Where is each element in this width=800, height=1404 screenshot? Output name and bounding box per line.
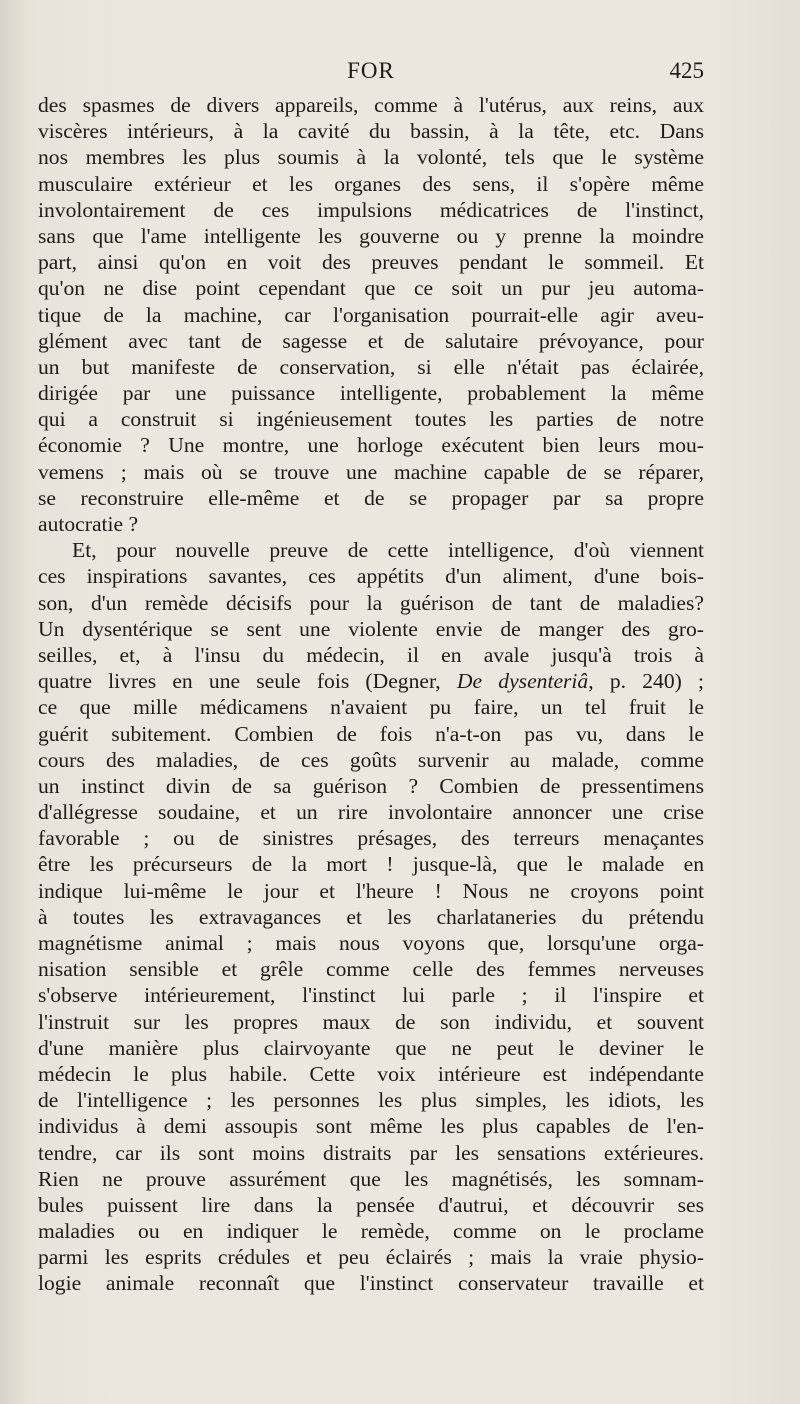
text-line: ce que mille médicamens n'avaient pu faire, un tel fruit le	[38, 695, 704, 720]
text-line: nisation sensible et grêle comme celle des femmes nerveuses	[38, 957, 704, 982]
running-head: FOR	[347, 58, 395, 83]
text-line: de l'intelligence ; les personnes les plus simples, les idiots, les	[38, 1088, 704, 1113]
text-line: autocratie ?	[38, 512, 139, 536]
text-line: son, d'un remède décisifs pour la guérison de tant de maladies?	[38, 590, 704, 615]
text-line: glément avec tant de sagesse et de salutaire prévoyance, pour	[38, 328, 704, 353]
text-line: logie animale reconnaît que l'instinct conservateur travaille et	[38, 1271, 704, 1296]
text-line: économie ? Une montre, une horloge exécutent bien leurs mou-	[38, 433, 704, 458]
text-line: dirigée par une puissance intelligente, probablement la même	[38, 381, 704, 406]
text-line: Rien ne prouve assurément que les magnétisés, les somnam-	[38, 1166, 704, 1191]
body-text	[38, 92, 704, 1297]
text-line: un instinct divin de sa guérison ? Combien de pressentimens	[38, 773, 704, 798]
citation-title: De dysenteriâ	[456, 669, 589, 694]
text-line: parmi les esprits crédules et peu éclairés ; mais la vraie physio-	[38, 1245, 704, 1270]
text-line: qu'on ne dise point cependant que ce soit un pur jeu automa-	[38, 276, 704, 301]
text-line: involontairement de ces impulsions médicatrices de l'instinct,	[38, 197, 704, 222]
text-line: d'allégresse soudaine, et un rire involontaire annoncer une crise	[38, 800, 704, 825]
text-line: tendre, car ils sont moins distraits par les sensations extérieures.	[38, 1140, 704, 1165]
text-line: un but manifeste de conservation, si elle n'était pas éclairée,	[38, 354, 704, 379]
text-line: médecin le plus habile. Cette voix intérieure est indépendante	[38, 1061, 704, 1086]
text-line: sans que l'ame intelligente les gouverne ou y prenne la moindre	[38, 223, 704, 248]
text-line: Et, pour nouvelle preuve de cette intelligence, d'où viennent	[72, 538, 704, 563]
text-line: Un dysentérique se sent une violente envie de manger des gro-	[38, 616, 704, 641]
text-line: viscères intérieurs, à la cavité du bassin, à la tête, etc. Dans	[38, 119, 704, 144]
text-line: des spasmes de divers appareils, comme à l'utérus, aux reins, aux	[38, 93, 704, 117]
text-line: se reconstruire elle-même et de se propager par sa propre	[38, 485, 704, 510]
text-line: favorable ; ou de sinistres présages, des terreurs menaçantes	[38, 826, 704, 851]
text-line: individus à demi assoupis sont même les plus capables de l'en-	[38, 1114, 704, 1139]
text-line: être les précurseurs de la mort ! jusque-là, que le malade en	[38, 852, 704, 877]
citation-lead: quatre livres en une seule fois (Degner,	[38, 669, 441, 694]
text-line: musculaire extérieur et les organes des sens, il s'opère même	[38, 171, 704, 196]
text-line: maladies ou en indiquer le remède, comme on le proclame	[38, 1219, 704, 1244]
text-line: cours des maladies, de ces goûts survenir au malade, comme	[38, 747, 704, 772]
citation-line	[38, 668, 704, 694]
text-line: à toutes les extravagances et les charlataneries du prétendu	[38, 904, 704, 929]
page-header	[38, 58, 704, 92]
page-number: 425	[669, 58, 704, 83]
text-line: qui a construit si ingénieusement toutes les parties de notre	[38, 407, 704, 432]
text-line: seilles, et, à l'insu du médecin, il en avale jusqu'à trois à	[38, 642, 704, 667]
text-line: bules puissent lire dans la pensée d'autrui, et découvrir ses	[38, 1192, 704, 1217]
text-line: guérit subitement. Combien de fois n'a-t-on pas vu, dans le	[38, 721, 704, 746]
text-line: d'une manière plus clairvoyante que ne peut le deviner le	[38, 1035, 704, 1060]
text-line: magnétisme animal ; mais nous voyons que, lorsqu'une orga-	[38, 931, 704, 955]
text-line: ces inspirations savantes, ces appétits d'un aliment, d'une bois-	[38, 564, 704, 589]
text-line: s'observe intérieurement, l'instinct lui parle ; il l'inspire et	[38, 983, 704, 1008]
text-line: tique de la machine, car l'organisation pourrait-elle agir aveu-	[38, 302, 704, 327]
text-line: nos membres les plus soumis à la volonté, tels que le système	[38, 145, 704, 170]
text-line: vemens ; mais où se trouve une machine capable de se réparer,	[38, 459, 704, 484]
text-line: l'instruit sur les propres maux de son individu, et souvent	[38, 1009, 704, 1034]
text-line: indique lui-même le jour et l'heure ! Nous ne croyons point	[38, 878, 704, 903]
citation-page-ref: , p. 240) ;	[588, 669, 704, 694]
text-line: part, ainsi qu'on en voit des preuves pendant le sommeil. Et	[38, 250, 704, 275]
